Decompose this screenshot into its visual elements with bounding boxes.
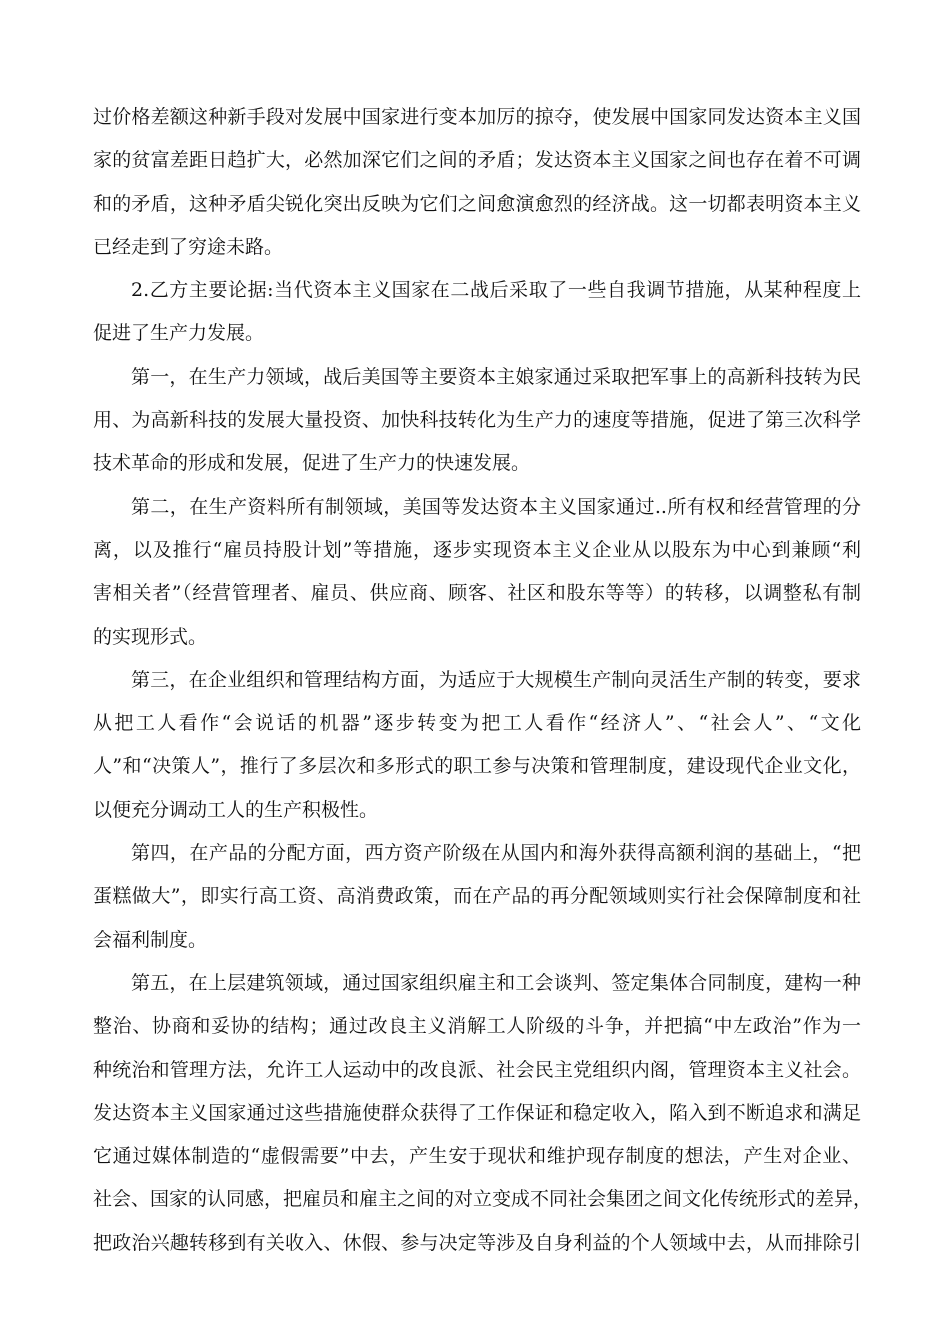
text-line: 过价格差额这种新手段对发展中国家进行变本加厉的掠夺，使发展中国家同发达资本主义国 xyxy=(93,106,861,128)
body-text xyxy=(93,96,873,1265)
text-line: 整治、协商和妥协的结构；通过改良主义消解工人阶级的斗争，并把搞“中左政治”作为一 xyxy=(93,1015,861,1038)
text-line: 技术革命的形成和发展，促进了生产力的快速发展。 xyxy=(93,452,531,475)
text-line: 发达资本主义国家通过这些措施使群众获得了工作保证和稳定收入，陷入到不断追求和满足 xyxy=(93,1101,861,1124)
text-line: 第一，在生产力领域，战后美国等主要资本主娘家通过采取把军事上的高新科技转为民 xyxy=(131,365,861,388)
text-line: 蛋糕做大”，即实行高工资、高消费政策，而在产品的再分配领域则实行社会保障制度和社 xyxy=(93,885,861,908)
text-line: 2.乙方主要论据:当代资本主义国家在二战后采取了一些自我调节措施，从某种程度上 xyxy=(131,279,861,302)
text-line: 害相关者”（经营管理者、雇员、供应商、顾客、社区和股东等等）的转移，以调整私有制 xyxy=(93,582,861,605)
text-line: 会福利制度。 xyxy=(93,928,208,951)
text-line: 用、为高新科技的发展大量投资、加快科技转化为生产力的速度等措施，促进了第三次科学 xyxy=(93,409,861,432)
text-line: 以便充分调动工人的生产积极性。 xyxy=(93,798,379,821)
text-line: 从把工人看作“会说话的机器”逐步转变为把工人看作“经济人”、“社会人”、“文化 xyxy=(93,712,861,735)
text-line: 已经走到了穷途未路。 xyxy=(93,235,284,258)
text-line: 和的矛盾，这种矛盾尖锐化突出反映为它们之间愈演愈烈的经济战。这一切都表明资本主义 xyxy=(93,192,861,215)
text-line: 社会、国家的认同感，把雇员和雇主之间的对立变成不同社会集团之间文化传统形式的差异， xyxy=(93,1188,873,1211)
text-line: 把政治兴趣转移到有关收入、休假、参与决定等涉及自身利益的个人领域中去，从而排除引 xyxy=(93,1231,861,1254)
text-line: 它通过媒体制造的“虚假需要”中去，产生安于现状和维护现存制度的想法，产生对企业、 xyxy=(93,1145,861,1168)
text-line: 第四，在产品的分配方面，西方资产阶级在从国内和海外获得高额利润的基础上，“把 xyxy=(131,842,861,865)
text-line: 人”和“决策人”，推行了多层次和多形式的职工参与决策和管理制度，建设现代企业文化， xyxy=(93,755,861,778)
text-line: 的实现形式。 xyxy=(93,625,208,648)
text-line: 种统治和管理方法，允许工人运动中的改良派、社会民主党组织内阁，管理资本主义社会。 xyxy=(93,1058,861,1081)
text-line: 促进了生产力发展。 xyxy=(93,322,265,345)
text-line: 离，以及推行“雇员持股计划”等措施，逐步实现资本主义企业从以股东为中心到兼顾“利 xyxy=(93,538,861,561)
text-line: 第五，在上层建筑领域，通过国家组织雇主和工会谈判、签定集体合同制度，建构一种 xyxy=(131,971,861,994)
text-line: 第二，在生产资料所有制领域，美国等发达资本主义国家通过..所有权和经营管理的分 xyxy=(131,495,861,518)
text-line: 第三，在企业组织和管理结构方面，为适应于大规模生产制向灵活生产制的转变，要求 xyxy=(131,668,861,691)
text-line: 家的贫富差距日趋扩大，必然加深它们之间的矛盾；发达资本主义国家之间也存在着不可调 xyxy=(93,149,861,172)
